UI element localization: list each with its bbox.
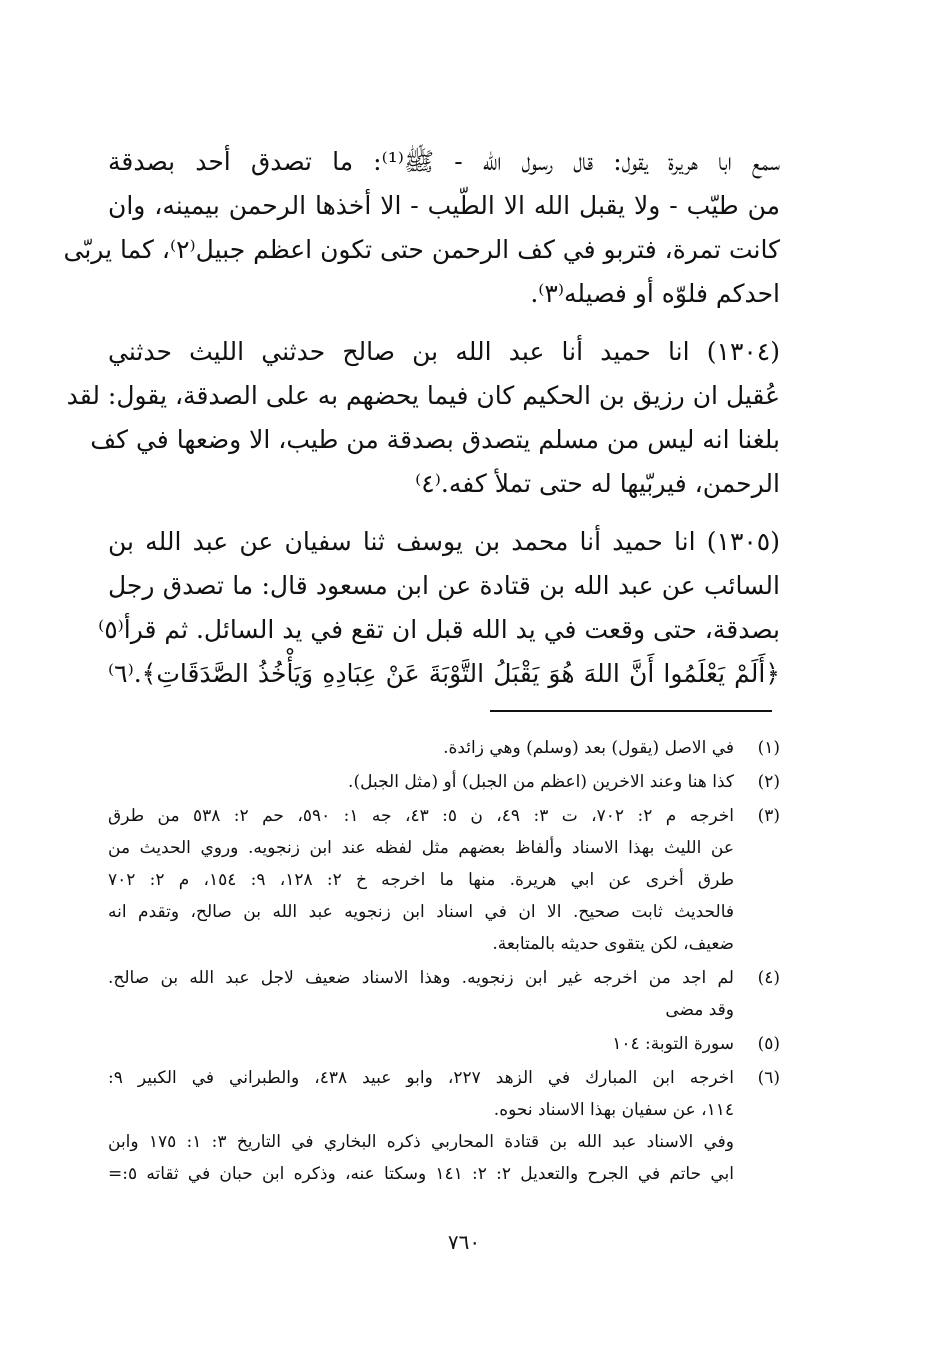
footnote-text [108, 1062, 734, 1190]
footnote-number: (٤) [757, 968, 780, 988]
text-line: بلغنا انه ليس من مسلم يتصدق بصدقة من طيب، الا وضعها في كف [90, 425, 780, 454]
footnote-line: ابي حاتم في الجرح والتعديل ٢: ٢: ١٤١ وسكتا عنه، وذكره ابن حبان في ثقاته ٥:= [108, 1164, 734, 1184]
footnote-2 [108, 766, 780, 798]
text-line: احدكم فلوّه أو فصيله⁽٣⁾. [530, 279, 780, 308]
text-line: كانت تمرة، فتربو في كف الرحمن حتى تكون اعظم جبيل⁽٢⁾، كما يربّى [63, 235, 780, 264]
paragraph-hadith-1304 [66, 330, 780, 506]
footnote-text [108, 766, 734, 798]
text-line: بصدقة، حتى وقعت في يد الله قبل ان تقع في يد السائل. ثم قرأ⁽٥⁾ [98, 615, 780, 644]
text-line: الرحمن، فيربّيها له حتى تملأ كفه.⁽٤⁾ [415, 469, 780, 498]
footnote-text [108, 800, 734, 960]
footnote-line: لم اجد من اخرجه غير ابن زنجويه. وهذا الاسناد ضعيف لاجل عبد الله بن صالح. [108, 968, 734, 988]
footnote-line: في الاصل (يقول) بعد (وسلم) وهي زائدة. [443, 738, 734, 758]
text-line: (١٣٠٤) انا حميد أنا عبد الله بن صالح حدثني الليث حدثني [108, 337, 780, 366]
footnote-number: (٣) [757, 806, 780, 826]
footnote-number: (٥) [757, 1034, 780, 1054]
footnote-text [108, 1028, 734, 1060]
footnote-3 [108, 800, 780, 960]
footnote-text [108, 962, 734, 1026]
footnote-line: وفي الاسناد عبد الله بن قتادة المحاربي ذكره البخاري في التاريخ ٣: ١: ١٧٥ وابن [108, 1132, 734, 1152]
main-text [63, 140, 780, 710]
text-line: عُقيل ان رزيق بن الحكيم كان فيما يحضهم به على الصدقة، يقول: لقد [66, 381, 780, 410]
footnote-4 [108, 962, 780, 1026]
page-number: ٧٦٠ [447, 1230, 481, 1254]
footnote-line: وقد مضى [665, 1000, 734, 1020]
footnote-6 [108, 1062, 780, 1190]
footnote-line: اخرجه ابن المبارك في الزهد ٢٢٧، وابو عبيد ٤٣٨، والطبراني في الكبير ٩: [108, 1068, 734, 1088]
footnote-line: ١١٤، عن سفيان بهذا الاسناد نحوه. [493, 1100, 734, 1120]
footnote-line: طرق أخرى عن ابي هريرة. منها ما اخرجه خ ٢: ١٢٨، ٩: ١٥٤، م ٢: ٧٠٢ [108, 870, 735, 890]
footnote-number: (١) [757, 738, 780, 758]
footnote-line: كذا هنا وعند الاخرين (اعظم من الجبل) أو (مثل الجبل). [348, 772, 734, 792]
footnote-1 [108, 732, 780, 764]
footnote-line: سورة التوبة: ١٠٤ [612, 1034, 734, 1054]
footnotes [108, 732, 780, 1192]
text-line: السائب عن عبد الله بن قتادة عن ابن مسعود قال: ما تصدق رجل [108, 571, 780, 600]
footnote-separator [490, 710, 772, 712]
text-line: من طيّب - ولا يقبل الله الا الطّيب - الا أخذها الرحمن بيمينه، وان [108, 191, 780, 220]
footnote-number: (٢) [757, 772, 780, 792]
text-line: (١٣٠٥) انا حميد أنا محمد بن يوسف ثنا سفيان عن عبد الله بن [108, 527, 780, 556]
text-line: سمع ابا هريرة يقول: قال رسول الله - ﷺ⁽¹⁾: ما تصدق أحد بصدقة [108, 147, 780, 176]
footnote-line: فالحديث ثابت صحيح. الا ان في اسناد ابن زنجويه عبد الله بن صالح، وتقدم انه [108, 902, 734, 922]
footnote-line: عن الليث بهذا الاسناد وألفاظ بعضهم مثل لفظه عند ابن زنجويه. وروي الحديث من [108, 838, 734, 858]
footnote-number: (٦) [757, 1068, 780, 1088]
paragraph-hadith-intro [63, 140, 780, 316]
quran-verse-line: ﴿أَلَمْ يَعْلَمُوا أَنَّ اللهَ هُوَ يَقْبَلُ التَّوْبَةَ عَنْ عِبَادِهِ وَيَأْخُذُ الصَّدَقَاتِ﴾.⁽٦⁾ [108, 659, 780, 688]
paragraph-hadith-1305 [98, 520, 780, 696]
footnote-line: ضعيف، لكن يتقوى حديثه بالمتابعة. [492, 934, 734, 954]
footnote-line: اخرجه م ٢: ٧٠٢، ت ٣: ٤٩، ن ٥: ٤٣، جه ١: ٥٩٠، حم ٢: ٥٣٨ من طرق [108, 806, 734, 826]
footnote-5 [108, 1028, 780, 1060]
footnote-text [108, 732, 734, 764]
